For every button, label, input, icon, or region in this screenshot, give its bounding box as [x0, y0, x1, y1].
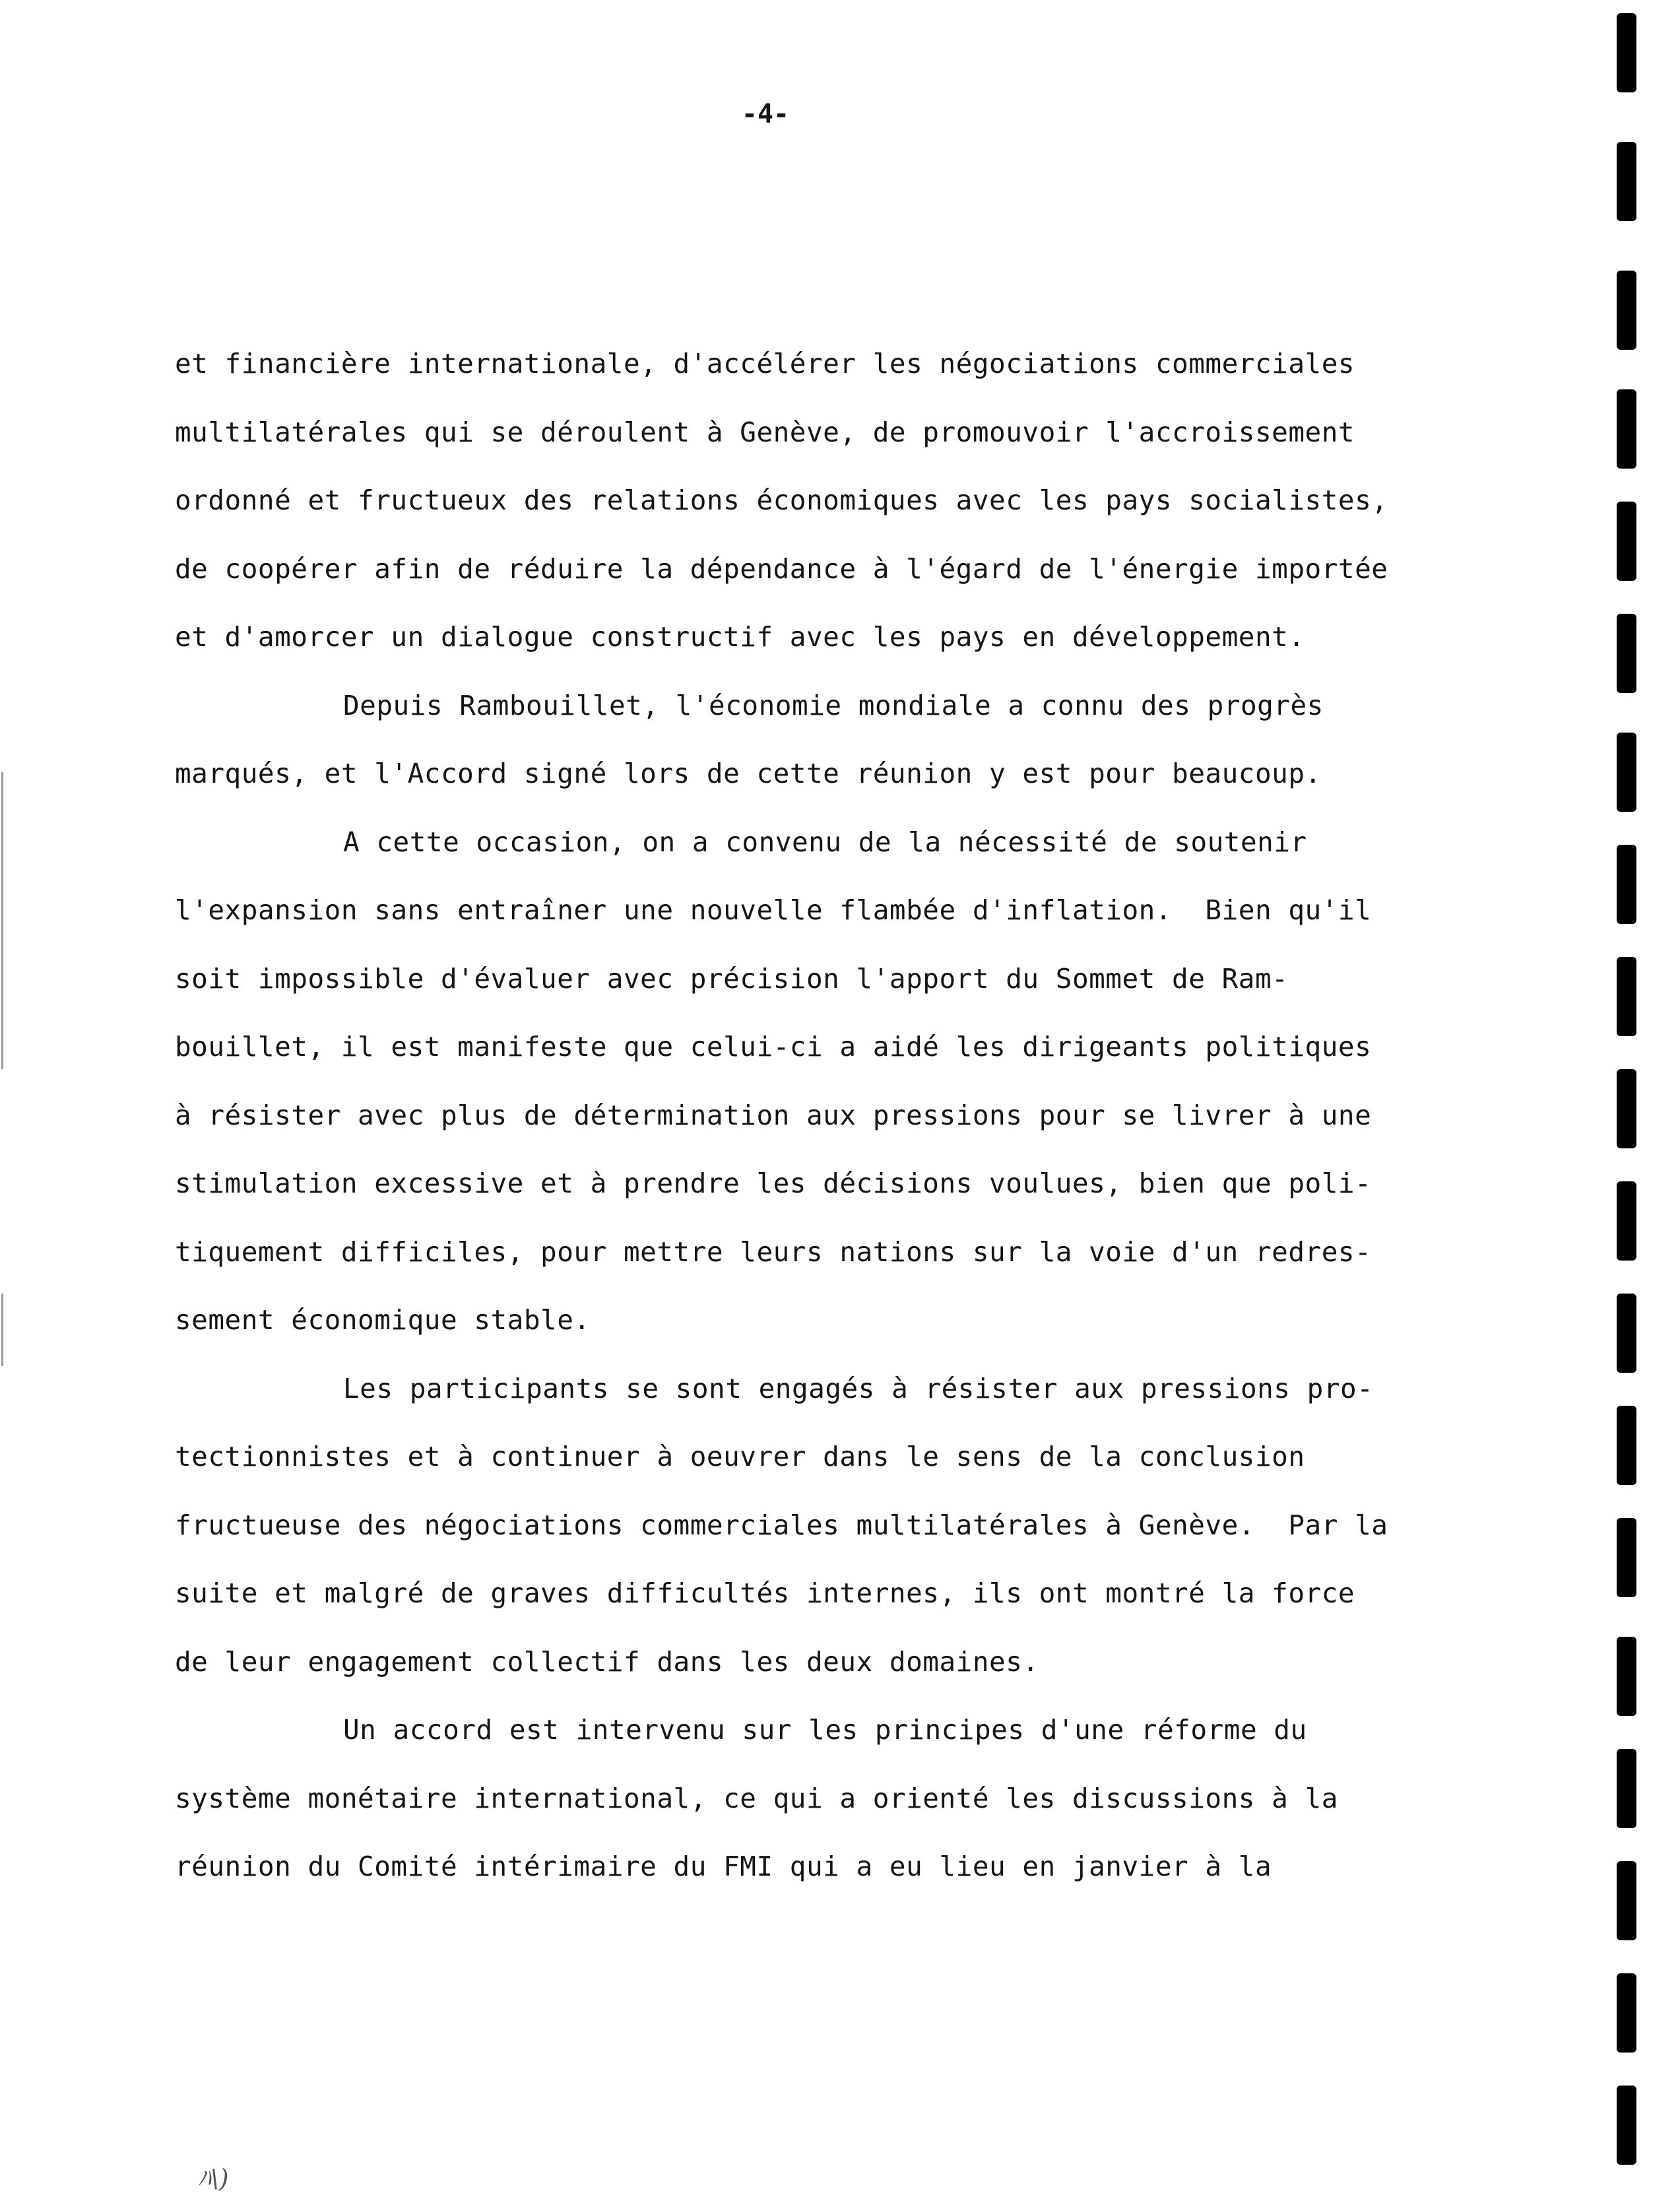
binding-mark [1617, 1406, 1636, 1485]
binding-mark [1617, 502, 1636, 581]
text-line: marqués, et l'Accord signé lors de cette réunion y est pour beaucoup. [175, 758, 1322, 789]
paragraph-5 [175, 1696, 1415, 1901]
handwritten-mark: ﾊ\) [198, 2164, 229, 2193]
binding-mark [1617, 845, 1636, 924]
paragraph-2 [175, 672, 1415, 808]
text-line: et financière internationale, d'accélérer les négociations commerciales [175, 348, 1355, 379]
binding-marks [1610, 0, 1650, 2203]
paragraph-4 [175, 1355, 1415, 1697]
binding-mark [1617, 142, 1636, 221]
binding-mark [1617, 733, 1636, 812]
text-line: multilatérales qui se déroulent à Genève, de promouvoir l'accroissement [175, 416, 1355, 448]
document-body [175, 330, 1415, 1901]
paragraph-1 [175, 330, 1415, 672]
binding-mark [1617, 1973, 1636, 2053]
binding-mark [1617, 1181, 1636, 1261]
text-line: et d'amorcer un dialogue constructif avec les pays en développement. [175, 621, 1305, 653]
binding-mark [1617, 271, 1636, 350]
text-line: de leur engagement collectif dans les deux domaines. [175, 1645, 1039, 1678]
binding-mark [1617, 1861, 1636, 1940]
text-line: Les participants se sont engagés à résister aux pressions pro- [343, 1372, 1374, 1404]
page-number: -4- [741, 99, 790, 129]
binding-mark [1617, 1518, 1636, 1597]
paragraph-3 [175, 808, 1415, 1355]
text-line: tectionnistes et à continuer à oeuvrer dans le sens de la conclusion [175, 1441, 1305, 1472]
text-line: suite et malgré de graves difficultés internes, ils ont montré la force [175, 1577, 1355, 1609]
text-line: ordonné et fructueux des relations économiques avec les pays socialistes, [175, 484, 1388, 516]
binding-mark [1617, 1749, 1636, 1828]
binding-mark [1617, 957, 1636, 1036]
text-line: système monétaire international, ce qui a orienté les discussions à la [175, 1782, 1338, 1814]
text-line: réunion du Comité intérimaire du FMI qui a eu lieu en janvier à la [175, 1851, 1272, 1882]
binding-mark [1617, 1637, 1636, 1716]
text-line: Depuis Rambouillet, l'économie mondiale a connu des progrès [343, 689, 1324, 721]
text-line: tiquement difficiles, pour mettre leurs nations sur la voie d'un redres- [175, 1235, 1372, 1268]
text-line: Un accord est intervenu sur les principes d'une réforme du [343, 1714, 1307, 1746]
binding-mark [1617, 1069, 1636, 1148]
binding-mark [1617, 1294, 1636, 1373]
binding-mark [1617, 389, 1636, 469]
text-line: à résister avec plus de détermination aux pressions pour se livrer à une [175, 1099, 1372, 1131]
text-line: A cette occasion, on a convenu de la nécessité de soutenir [343, 826, 1307, 858]
text-line: fructueuse des négociations commerciales multilatérales à Genève. Par la [175, 1509, 1388, 1541]
binding-mark [1617, 2086, 1636, 2165]
text-line: l'expansion sans entraîner une nouvelle flambée d'inflation. Bien qu'il [175, 894, 1372, 926]
text-line: de coopérer afin de réduire la dépendance à l'égard de l'énergie importée [175, 552, 1388, 585]
binding-mark [1617, 13, 1636, 92]
binding-mark [1617, 614, 1636, 693]
text-line: bouillet, il est manifeste que celui-ci a aidé les dirigeants politiques [175, 1031, 1372, 1063]
text-line: stimulation excessive et à prendre les décisions voulues, bien que poli- [175, 1167, 1372, 1199]
text-line: sement économique stable. [175, 1304, 591, 1336]
left-margin-rule [1, 1294, 3, 1366]
text-line: soit impossible d'évaluer avec précision l'apport du Sommet de Ram- [175, 962, 1289, 995]
left-margin-rule [1, 772, 3, 1069]
